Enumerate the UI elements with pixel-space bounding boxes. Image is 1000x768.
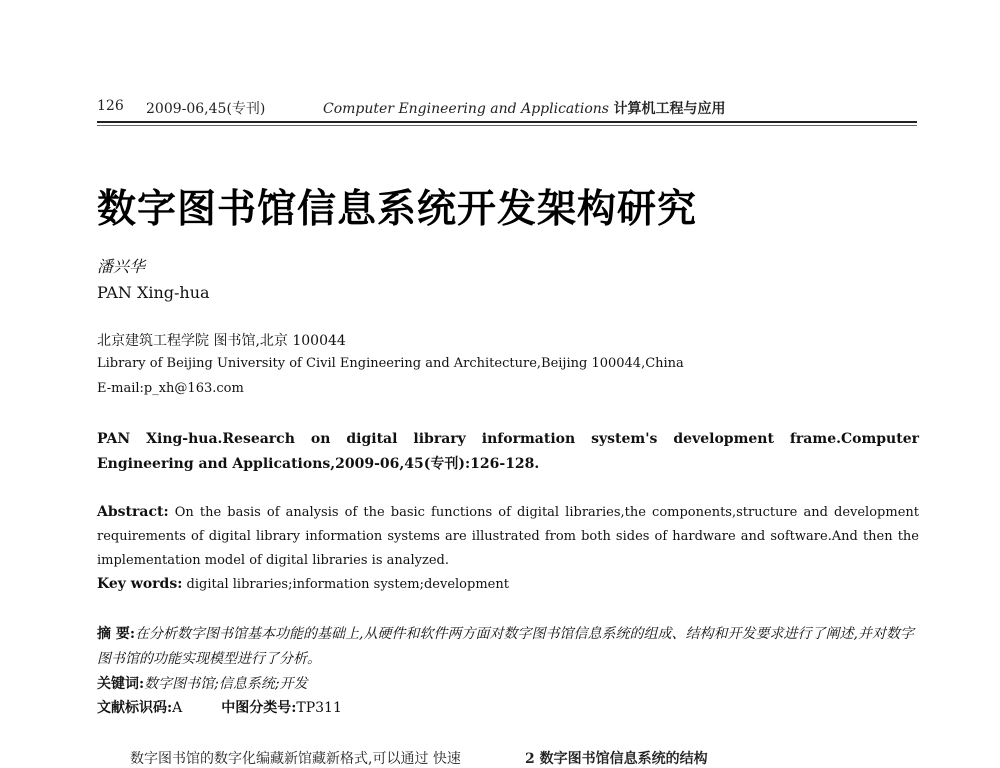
keywords-en (97, 576, 509, 592)
abstract-text: On the basis of analysis of the basic functions of digital libraries,the components,structure and development requirements of digital library information systems are illustrated from both sides of hardware and software.And then the implementation model of digital libraries is analyzed. (97, 505, 919, 568)
journal-name-cn: 计算机工程与应用 (613, 101, 726, 117)
journal-name (323, 98, 725, 118)
doc-code-label: 文献标识码: (97, 700, 173, 716)
affiliation-cn: 北京建筑工程学院 图书馆,北京 100044 (97, 333, 346, 349)
doc-code: A (172, 700, 183, 716)
abstract-cn (97, 622, 919, 672)
citation: PAN Xing-hua.Research on digital library information system's development frame.Computer Engineering and Applications,2009-06,45(专刊):126-128. (97, 431, 919, 472)
section-heading-cutoff: 2 数字图书馆信息系统的结构 (525, 751, 708, 767)
paper-title: 数字图书馆信息系统开发架构研究 (97, 186, 698, 232)
keywords-cn-text: 数字图书馆;信息系统;开发 (144, 676, 308, 692)
abstract-en (97, 500, 919, 573)
keywords-label: Key words: (97, 576, 183, 592)
keywords-text: digital libraries;information system;development (186, 577, 509, 592)
abstract-cn-text: 在分析数字图书馆基本功能的基础上,从硬件和软件两方面对数字图书馆信息系统的组成、结构和开发要求进行了阐述,并对数字图书馆的功能实现模型进行了分析。 (97, 626, 914, 667)
keywords-cn (97, 673, 308, 693)
clc-label: 中图分类号: (221, 700, 297, 716)
body-text-cutoff: 数字图书馆的数字化编藏新馆藏新格式,可以通过 快速 (130, 751, 461, 767)
author-name-en: PAN Xing-hua (97, 283, 210, 302)
affiliation-en: Library of Beijing University of Civil Engineering and Architecture,Beijing 100044,China (97, 356, 684, 371)
author-email: E-mail:p_xh@163.com (97, 381, 244, 396)
abstract-label: Abstract: (97, 504, 169, 520)
journal-name-en: Computer Engineering and Applications (323, 101, 609, 117)
issue-info: 2009-06,45(专刊) (146, 101, 266, 117)
classification-line (97, 697, 342, 717)
page-number: 126 (97, 98, 124, 114)
clc-number: TP311 (296, 700, 342, 716)
header-rule-thin (97, 125, 917, 126)
header-rule-thick (97, 121, 917, 123)
abstract-cn-label: 摘 要: (97, 626, 136, 642)
author-name-cn: 潘兴华 (97, 257, 146, 276)
keywords-cn-label: 关键词: (97, 676, 145, 692)
